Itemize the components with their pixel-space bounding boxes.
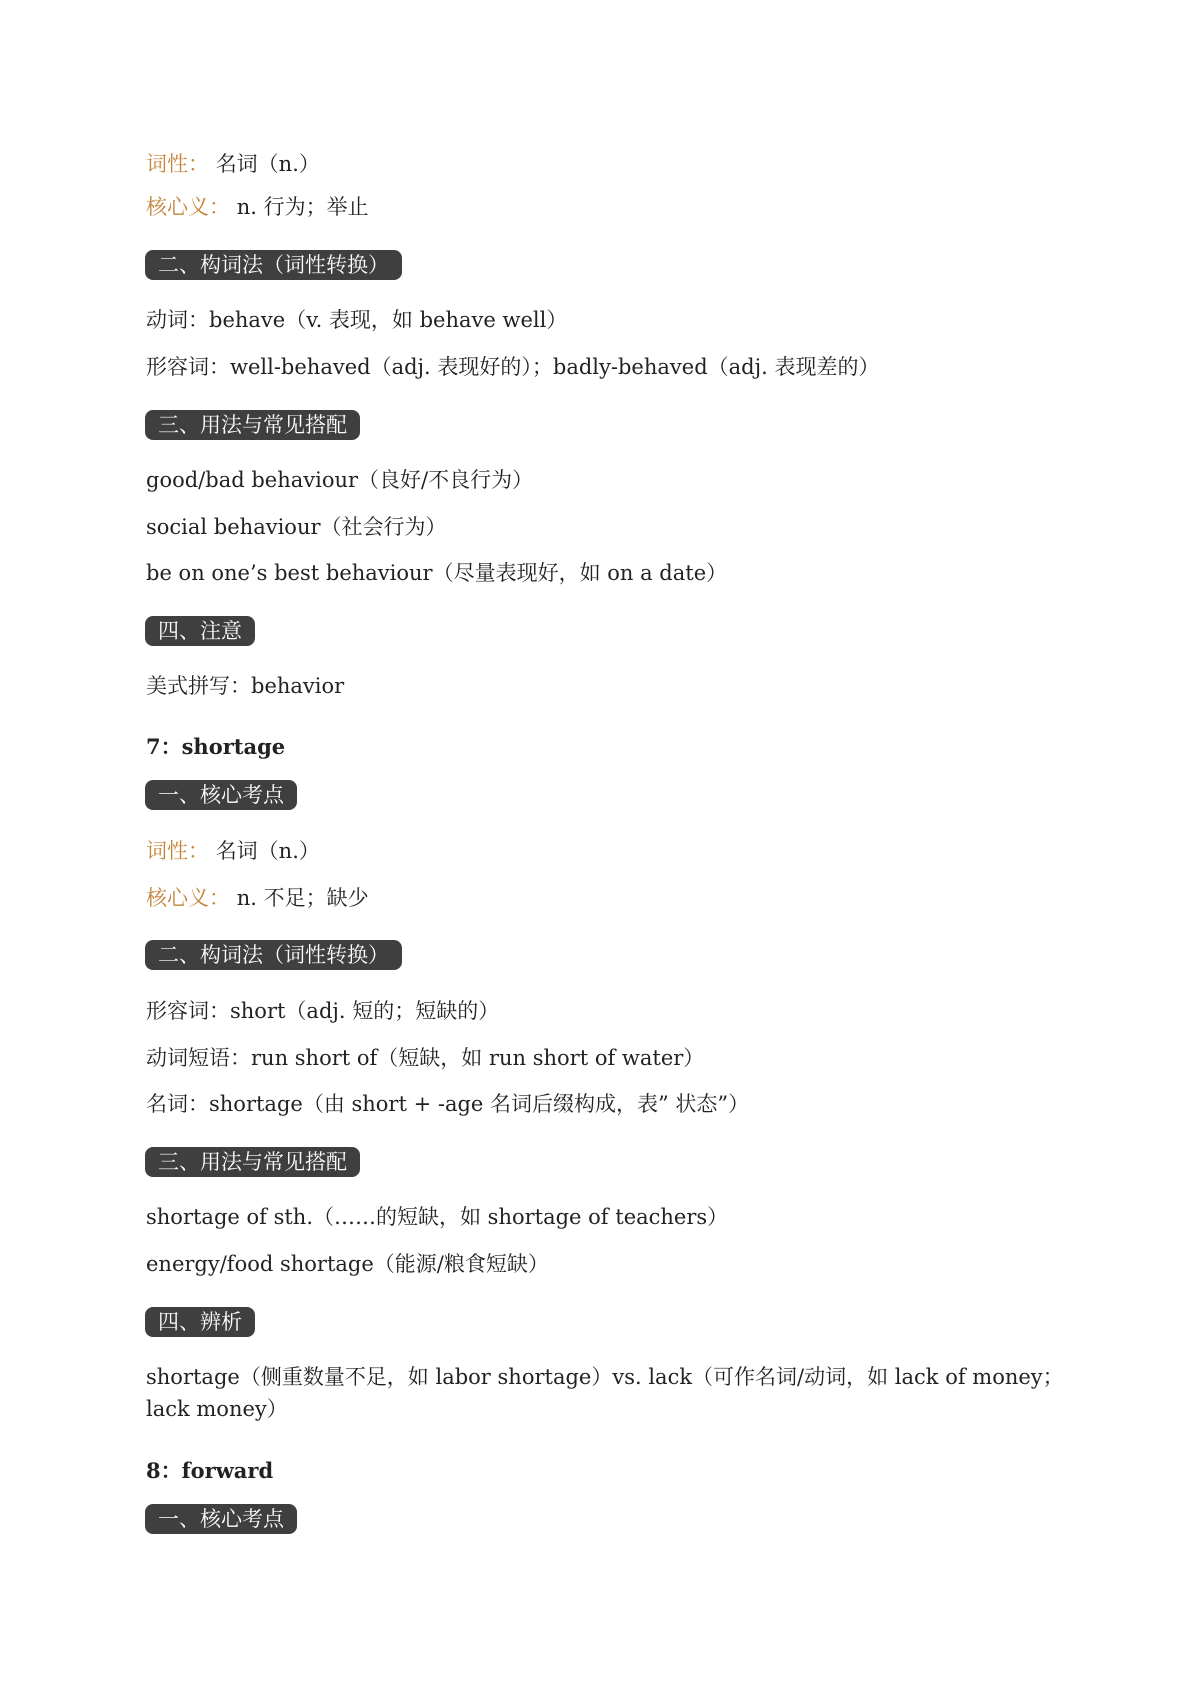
core-meaning-row	[146, 884, 369, 912]
part-of-speech-label: 词性：	[146, 839, 209, 863]
part-of-speech-value: 名词（n.）	[215, 839, 320, 863]
text-line: 形容词：short（adj. 短的；短缺的）	[146, 999, 500, 1023]
text-line: good/bad behaviour（良好/不良行为）	[146, 468, 534, 492]
text-line: 动词短语：run short of（短缺，如 run short of water）	[146, 1046, 705, 1070]
section-heading-note: 四、注意	[145, 616, 255, 646]
section-heading-core: 一、核心考点	[145, 1504, 297, 1534]
text-line: 名词：shortage（由 short + -age 名词后缀构成，表” 状态”）	[146, 1092, 750, 1116]
section-heading-usage: 三、用法与常见搭配	[145, 410, 360, 440]
part-of-speech-row	[146, 837, 320, 865]
section-heading-comparison: 四、辨析	[145, 1307, 255, 1337]
comparison-text: shortage（侧重数量不足，如 labor shortage）vs. lack（可作名词/动词，如 lack of money；lack money）	[146, 1365, 1064, 1421]
section-heading-core: 一、核心考点	[145, 780, 297, 810]
text-line: 形容词：well-behaved（adj. 表现好的）；badly-behaved（adj. 表现差的）	[146, 355, 880, 379]
part-of-speech-value: 名词（n.）	[215, 152, 320, 176]
section-heading-word-formation: 二、构词法（词性转换）	[145, 940, 402, 970]
part-of-speech-row	[146, 150, 320, 178]
entry-heading: 8：forward	[146, 1458, 274, 1483]
core-meaning-label: 核心义：	[146, 195, 230, 219]
core-meaning-value: n. 行为；举止	[236, 195, 369, 219]
text-line: 动词：behave（v. 表现，如 behave well）	[146, 308, 568, 332]
text-line: 美式拼写：behavior	[146, 674, 345, 698]
text-line: social behaviour（社会行为）	[146, 515, 447, 539]
core-meaning-row	[146, 193, 369, 221]
text-line: shortage of sth.（……的短缺，如 shortage of teachers）	[146, 1205, 729, 1229]
text-line: energy/food shortage（能源/粮食短缺）	[146, 1252, 549, 1276]
core-meaning-value: n. 不足；缺少	[236, 886, 369, 910]
entry-heading: 7：shortage	[146, 734, 286, 759]
core-meaning-label: 核心义：	[146, 886, 230, 910]
section-heading-usage: 三、用法与常见搭配	[145, 1147, 360, 1177]
section-heading-word-formation: 二、构词法（词性转换）	[145, 250, 402, 280]
part-of-speech-label: 词性：	[146, 152, 209, 176]
text-line: be on one’s best behaviour（尽量表现好，如 on a date）	[146, 561, 728, 585]
